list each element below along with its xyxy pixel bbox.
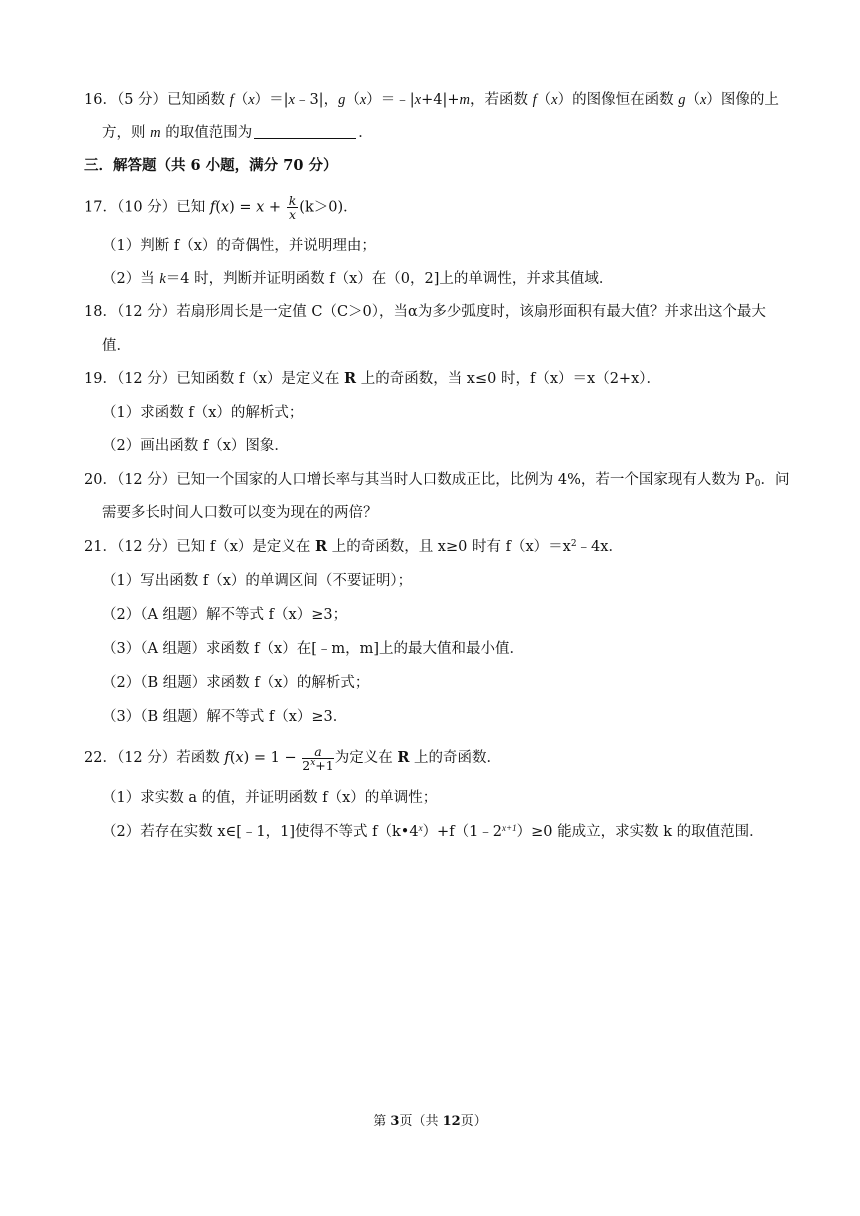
q17-part2: （2）当 k＝4 时，判断并证明函数 f（x）在（0，2]上的单调性，并求其值域． [102, 271, 614, 287]
q20-line1: 20．（12 分）已知一个国家的人口增长率与其当时人口数成正比，比例为 4%，若一个国家现有人数为 $P_0$．问 [84, 472, 790, 489]
text: ﹣3|， [294, 92, 339, 108]
text: 方，则 [102, 125, 151, 141]
page-footer [0, 1110, 860, 1129]
fraction-k-over-x: $\frac{k}{x}$ [288, 193, 297, 222]
text: ）≥0 能成立，求实数 k 的取值范围． [516, 824, 764, 840]
q18-line2: 值． [102, 338, 131, 354]
page-number: 3 [390, 1114, 400, 1129]
q19-line1: 19．（12 分）已知函数 f（x）是定义在 R 上的奇函数，当 x≤0 时，f（x）＝x（2+x）． [84, 370, 661, 387]
q21-line1: 21．（12 分）已知 f（x）是定义在 R 上的奇函数，且 x≥0 时有 $f(x)=x^2﹣4x$． [84, 538, 623, 555]
q19-part1: （1）求函数 f（x）的解析式； [102, 405, 304, 421]
text: +4|+ [421, 92, 460, 108]
text: ﹣4x． [576, 539, 623, 555]
text: ． [358, 125, 373, 141]
q22-head: 22．（12 分）若函数 f(x) = 1 − $\frac{a}{2^x+1}$ 为定义在 R 上的奇函数． [84, 743, 501, 773]
text: 上的奇函数，且 x≥0 时有 f（x）＝x [327, 539, 571, 555]
q21-part2a: （2）（A 组题）解不等式 f（x）≥3； [102, 607, 348, 623]
text: ．问 [760, 472, 790, 488]
text: （2）若存在实数 x∈[﹣1，1]使得不等式 f（k•4 [102, 824, 419, 840]
q17-part1: （1）判断 f（x）的奇偶性，并说明理由； [102, 238, 376, 254]
text: 页（共 [399, 1114, 443, 1129]
section-heading: 三．解答题（共 6 小题，满分 70 分） [84, 157, 338, 174]
text: ）图像的上 [706, 92, 779, 108]
text: ）+f（1﹣2 [422, 824, 503, 840]
page-total: 12 [442, 1114, 461, 1129]
text: 16．（5 分）已知函数 [84, 92, 230, 108]
q17-head: 17．（10 分）已知 f(x) = x + $\frac{k}{x}$ (k＞0)． [84, 193, 358, 222]
text: 的取值范围为 [160, 125, 253, 141]
text: 17．（10 分）已知 [84, 199, 210, 216]
q20-line2: 需要多长时间人口数可以变为现在的两倍？ [102, 505, 378, 521]
q21-part2b: （2）（B 组题）求函数 f（x）的解析式； [102, 675, 370, 691]
text: 20．（12 分）已知一个国家的人口增长率与其当时人口数成正比，比例为 4%，若一个国家现有人数为 P [84, 472, 755, 488]
q18-line1: 18．（12 分）若扇形周长是一定值 C（C＞0），当α为多少弧度时，该扇形面积有最大值？并求出这个最大 [84, 304, 766, 320]
q21-part1: （1）写出函数 f（x）的单调区间（不要证明）； [102, 573, 413, 589]
q16-line2: 方，则 m 的取值范围为 ． [102, 125, 373, 141]
text: 第 [373, 1114, 391, 1129]
text: ＝4 时，判断并证明函数 f（x）在（0，2]上的单调性，并求其值域． [165, 271, 614, 287]
q19-part2: （2）画出函数 f（x）图象． [102, 438, 289, 454]
text: 19．（12 分）已知函数 f（x）是定义在 [84, 371, 345, 387]
text: （2）当 [102, 271, 160, 287]
q22-part2: （2）若存在实数 x∈[﹣1，1]使得不等式 $f(k•4^x)+f(1﹣2^{x+1})\ge 0$ 能成立，求实数 k 的取值范围． [102, 823, 764, 840]
answer-blank[interactable] [254, 124, 356, 139]
q21-part3b: （3）（B 组题）解不等式 f（x）≥3． [102, 709, 348, 725]
text: 上的奇函数，当 x≤0 时，f（x）＝x（2+x）． [356, 371, 661, 387]
text: （ [345, 92, 360, 108]
text: ）的图像恒在函数 [557, 92, 679, 108]
q16-line1: 16．（5 分）已知函数 f（x）＝|x﹣3|，g（x）＝﹣|x+4|+m，若函数 f（x）的图像恒在函数 g（x）图像的上 [84, 92, 779, 108]
text: 21．（12 分）已知 f（x）是定义在 [84, 539, 316, 555]
text: 页） [460, 1114, 487, 1129]
text: ）＝| [254, 92, 289, 108]
fraction-a-over-2x-plus-1: $\frac{a}{2^x+1}$ [302, 743, 334, 773]
text: ）＝﹣| [366, 92, 415, 108]
text: 22．（12 分）若函数 [84, 750, 225, 766]
text: （ [536, 92, 552, 108]
text: （ [685, 92, 700, 108]
text: 上的奇函数． [409, 750, 501, 766]
text: 为定义在 [334, 750, 398, 766]
q22-part1: （1）求实数 a 的值，并证明函数 f（x）的单调性； [102, 790, 438, 806]
q21-part3a: （3）（A 组题）求函数 f（x）在[﹣m，m]上的最大值和最小值． [102, 641, 525, 657]
text: (k＞0)． [299, 199, 358, 216]
text: ，若函数 [470, 92, 533, 108]
text: （ [233, 92, 249, 108]
